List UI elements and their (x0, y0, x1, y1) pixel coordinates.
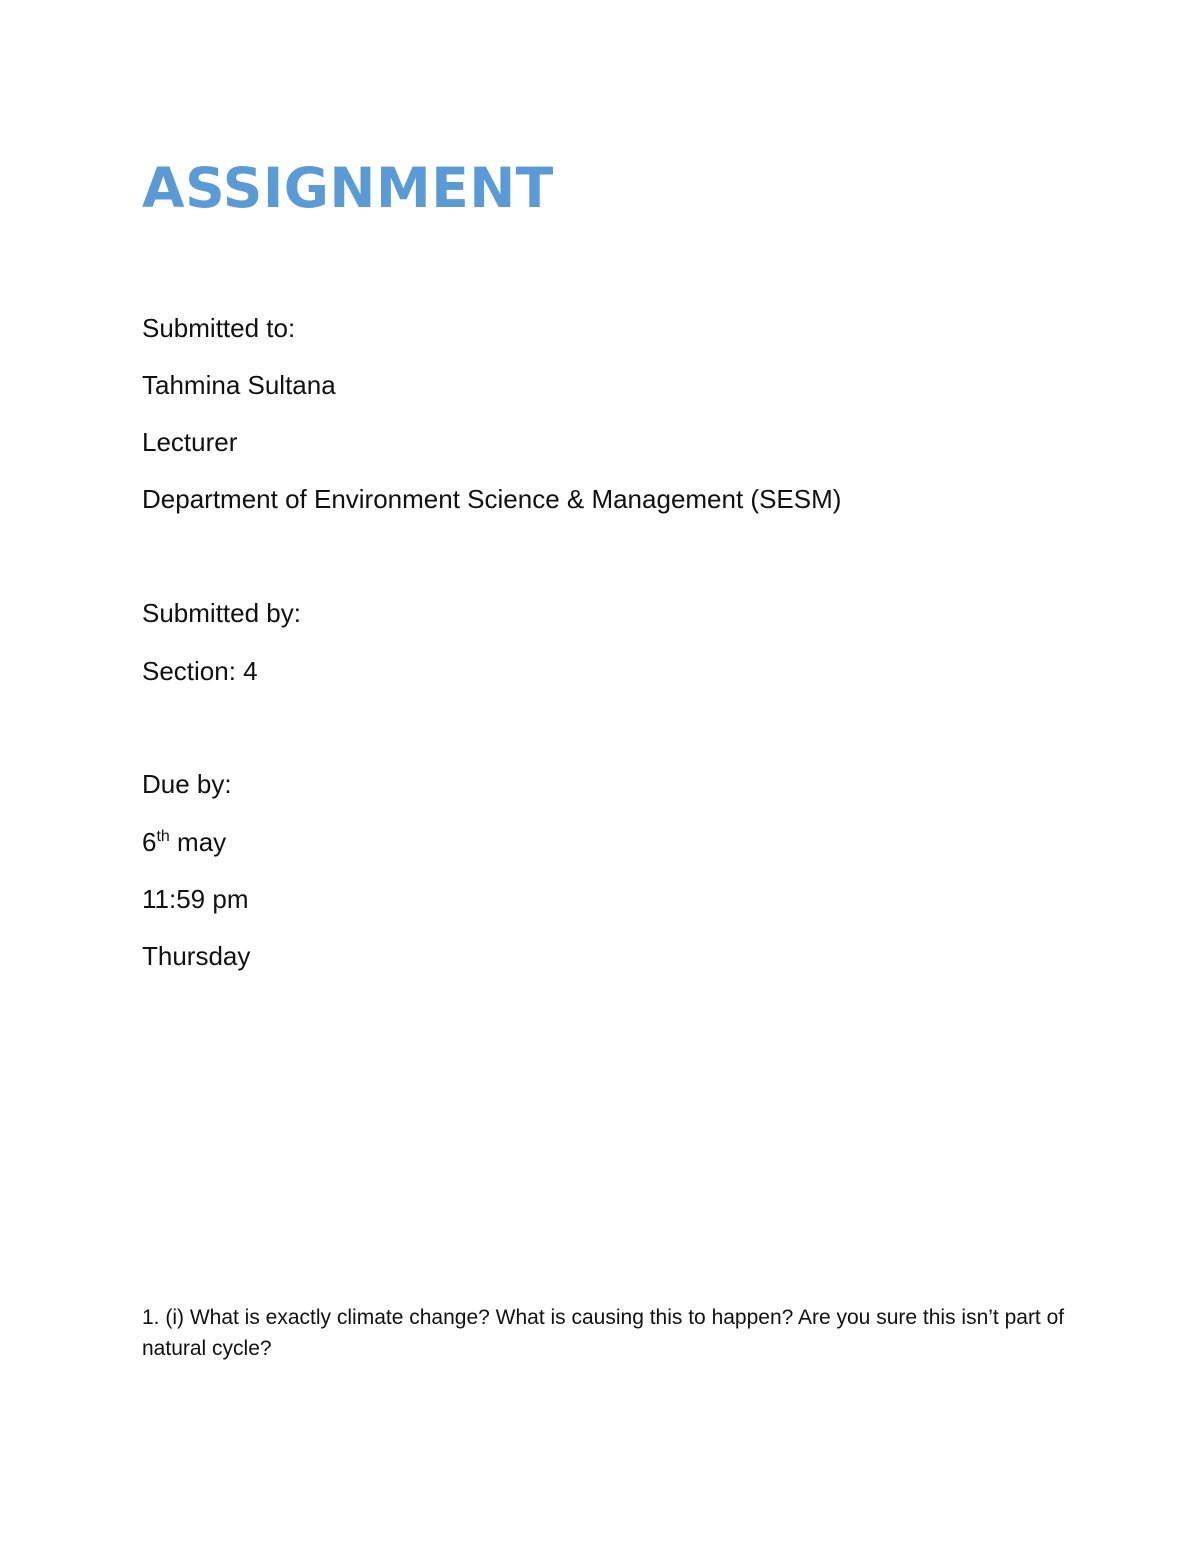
submitted-by-heading: Submitted by: (142, 598, 301, 628)
due-day-suffix: th (156, 828, 170, 845)
recipient-designation: Lecturer (142, 427, 238, 457)
document-title: ASSIGNMENT (142, 156, 554, 220)
recipient-name: Tahmina Sultana (142, 370, 336, 400)
due-day-number: 6 (142, 827, 157, 857)
due-time: 11:59 pm (142, 884, 249, 914)
question-text: What is exactly climate change? What is causing this to happen? Are you sure this isn’t part of natural cycle? (142, 1306, 1065, 1360)
due-by-heading: Due by: (142, 769, 232, 799)
due-date (142, 825, 226, 859)
due-month: may (169, 827, 227, 857)
question-number: 1. (i) (142, 1306, 184, 1329)
due-weekday: Thursday (142, 941, 251, 971)
question-1 (142, 1302, 1072, 1364)
section-number: Section: 4 (142, 656, 258, 686)
recipient-department: Department of Environment Science & Management (SESM) (142, 484, 842, 514)
submitted-to-heading: Submitted to: (142, 313, 296, 343)
